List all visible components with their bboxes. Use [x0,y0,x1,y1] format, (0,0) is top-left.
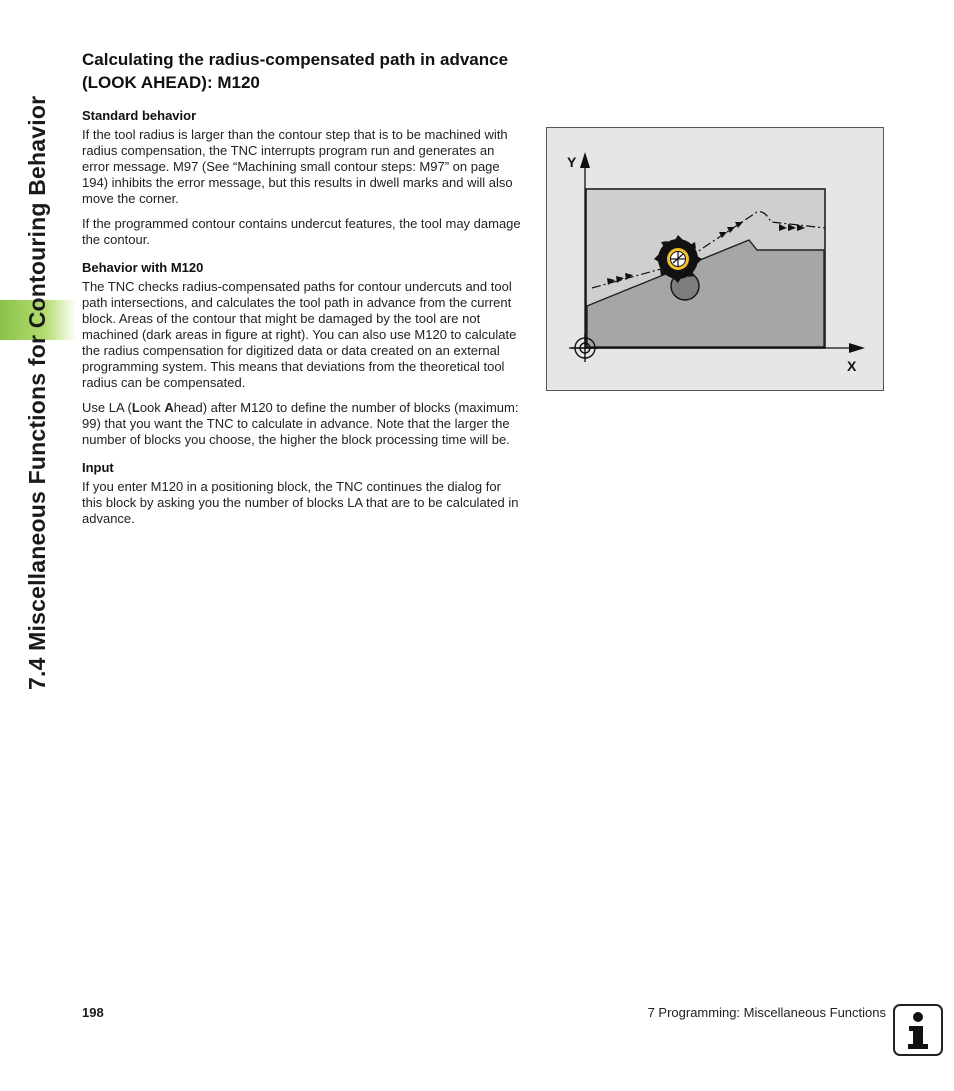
footer-chapter-title: 7 Programming: Miscellaneous Functions [647,1005,886,1020]
m120-text: Use LA ( [82,400,132,415]
standard-paragraph-2: If the programmed contour contains undercut features, the tool may damage the contour. [82,216,521,247]
m120-paragraph-1: The TNC checks radius-compensated paths for contour undercuts and tool path intersections, and calculates the tool path in advance from the current block. Areas of the contour that might be damaged by the tool are not machined (dark areas in figure at right). You can also use M120 to calculate the radius compensation for digitized data or data created on an external programming system. This means that deviations from the theoretical tool radius can be compensated. [82,279,517,390]
m120-text: ook [139,400,165,415]
chapter-side-title: 7.4 Miscellaneous Functions for Contouring Behavior [24,95,50,690]
m120-paragraph-2 [82,400,524,448]
x-axis-arrow-icon [849,343,865,353]
section-title-standard: Standard behavior [82,108,197,123]
y-axis-label: Y [567,154,577,170]
m120-bold-l: L [131,400,140,415]
section-title-input: Input [82,460,114,475]
page-heading: Calculating the radius-compensated path in advance (LOOK AHEAD): M120 [82,50,509,92]
milling-cutter-icon [654,235,702,283]
standard-paragraph-1: If the tool radius is larger than the contour step that is to be machined with radius compensation, the TNC interrupts program run and generates an error message. M97 (See “Machining small contour steps: M97” on page 194) inhibits the error message, but this results in dwell marks and will also move the corner. [82,127,513,206]
section-title-m120: Behavior with M120 [82,260,204,275]
info-icon [893,1004,943,1056]
main-content [82,48,524,536]
m120-text: head) after M120 to define the number of blocks (maximum: 99) that you want the TNC to calculate in advance. Note that the larger the number of blocks you choose, the higher the block processing time will be. [82,400,519,447]
input-paragraph-1: If you enter M120 in a positioning block, the TNC continues the dialog for this block by asking you the number of blocks LA that are to be calculated in advance. [82,479,519,526]
m120-bold-a: A [164,400,174,415]
page-number: 198 [82,1005,104,1020]
look-ahead-figure [546,127,884,391]
y-axis-arrow-icon [580,152,590,168]
x-axis-label: X [847,358,857,374]
